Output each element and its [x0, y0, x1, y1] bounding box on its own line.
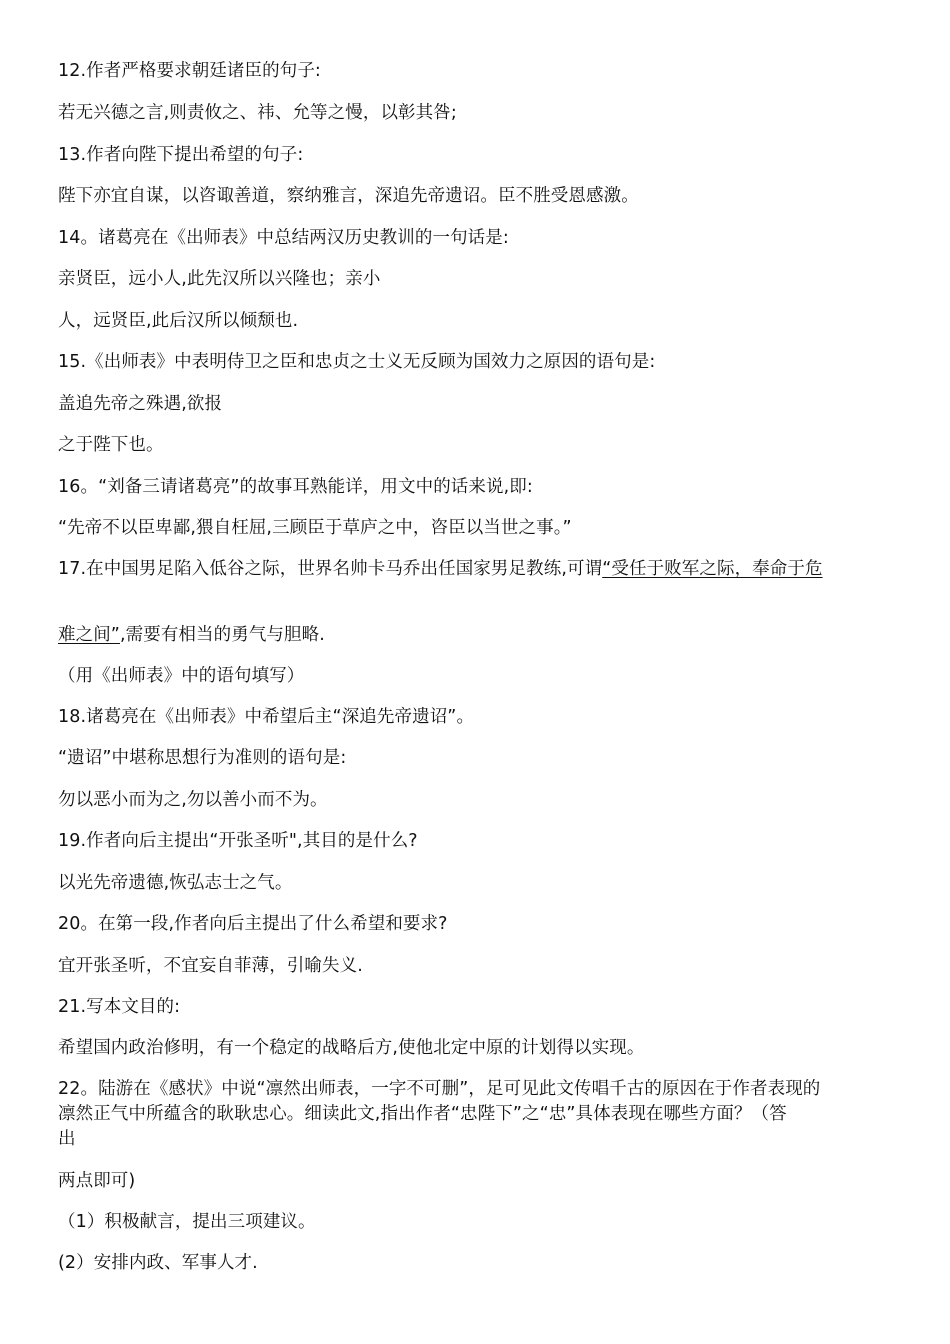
- question-16: 16。“刘备三请诸葛亮”的故事耳熟能详，用文中的话来说,即:: [58, 477, 533, 497]
- answer-21: 希望国内政治修明，有一个稳定的战略后方,使他北定中原的计划得以实现。: [58, 1038, 645, 1058]
- question-13: 13.作者向陛下提出希望的句子:: [58, 145, 304, 165]
- answer-14-part1: 亲贤臣，远小人,此先汉所以兴隆也；亲小: [58, 269, 381, 289]
- answer-12: 若无兴德之言,则责攸之、祎、允等之慢，以彰其咎;: [58, 103, 457, 123]
- answer-15-part2: 之于陛下也。: [58, 435, 164, 455]
- answer-15-part1: 盖追先帝之殊遇,欲报: [58, 394, 223, 414]
- question-17-tail: ,需要有相当的勇气与胆略.: [119, 625, 325, 645]
- answer-20: 宜开张圣听，不宜妄自菲薄，引喻失义.: [58, 956, 363, 976]
- question-22-line2: 凛然正气中所蕴含的耿耿忠心。细读此文,指出作者“忠陛下”之“忠”具体表现在哪些方面？（答: [58, 1104, 787, 1124]
- question-22-line4: 两点即可): [58, 1171, 136, 1191]
- answer-22-point2: (2）安排内政、军事人才.: [58, 1253, 258, 1273]
- question-17-underlined-answer: “受任于败军之际，奉命于危: [602, 559, 823, 579]
- question-22-line1: 22。陆游在《感状》中说“凛然出师表，一字不可删”，足可见此文传唱千古的原因在于作者表现的: [58, 1079, 821, 1099]
- question-15: 15.《出师表》中表明侍卫之臣和忠贞之士义无反顾为国效力之原因的语句是:: [58, 352, 656, 372]
- question-17-note: （用《出师表》中的语句填写）: [58, 666, 305, 686]
- question-19: 19.作者向后主提出“开张圣听",其目的是什么?: [58, 831, 418, 851]
- answer-16: “先帝不以臣卑鄙,猥自枉屈,三顾臣于草庐之中，咨臣以当世之事。”: [58, 518, 572, 538]
- question-17-underlined-answer-end: 难之间”: [58, 625, 120, 645]
- answer-14-part2: 人，远贤臣,此后汉所以倾颓也.: [58, 311, 299, 331]
- question-17-continued: [58, 624, 894, 646]
- question-17-text: 17.在中国男足陷入低谷之际，世界名帅卡马乔出任国家男足教练,可谓: [58, 559, 603, 579]
- question-20: 20。在第一段,作者向后主提出了什么希望和要求?: [58, 914, 448, 934]
- question-18-sub: “遗诏”中堪称思想行为准则的语句是:: [58, 748, 347, 768]
- question-22-line3: 出: [58, 1129, 76, 1149]
- question-14: 14。诸葛亮在《出师表》中总结两汉历史教训的一句话是:: [58, 228, 509, 248]
- question-12: 12.作者严格要求朝廷诸臣的句子:: [58, 61, 321, 81]
- answer-19: 以光先帝遗德,恢弘志士之气。: [58, 873, 293, 893]
- question-17: [58, 558, 894, 580]
- question-21: 21.写本文目的:: [58, 997, 181, 1017]
- answer-18: 勿以恶小而为之,勿以善小而不为。: [58, 790, 328, 810]
- answer-13: 陛下亦宜自谋，以咨诹善道，察纳雅言，深追先帝遗诏。臣不胜受恩感激。: [58, 186, 639, 206]
- question-18: 18.诸葛亮在《出师表》中希望后主“深追先帝遗诏”。: [58, 707, 475, 727]
- answer-22-point1: （1）积极献言，提出三项建议。: [58, 1212, 316, 1232]
